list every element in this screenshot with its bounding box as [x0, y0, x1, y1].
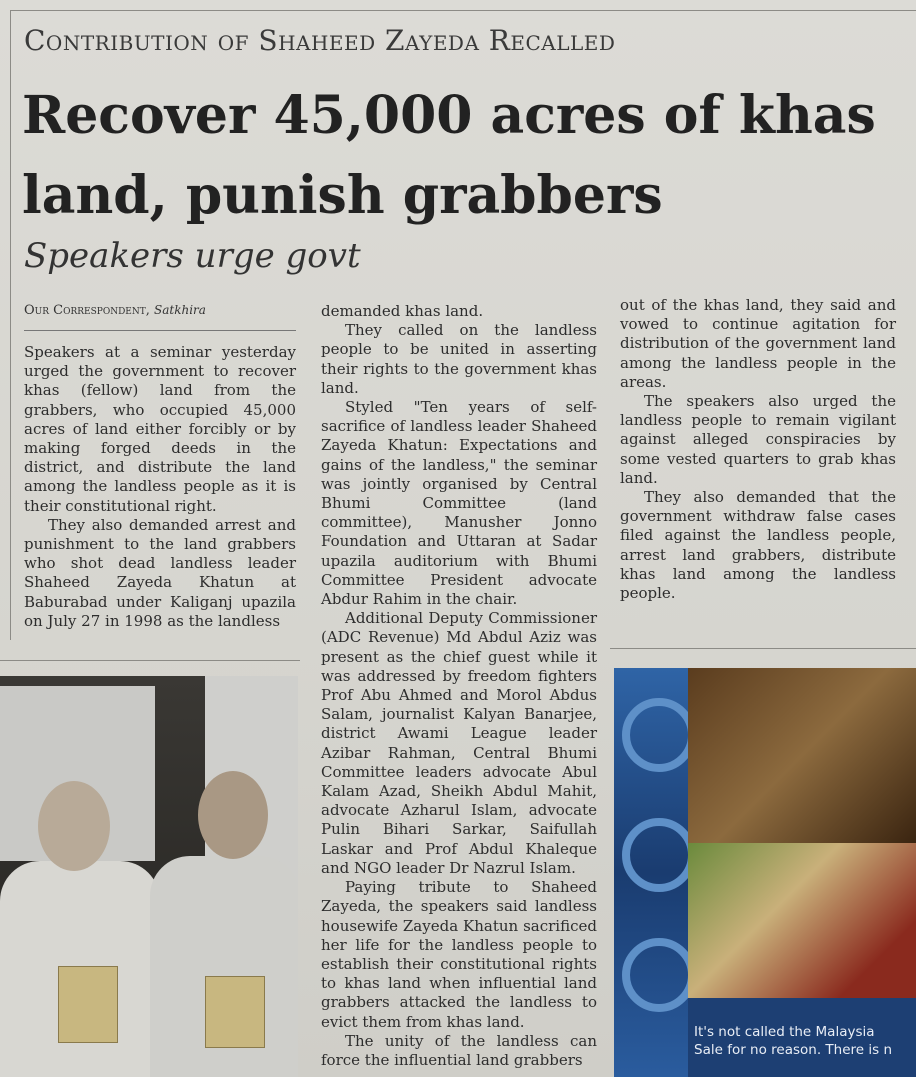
article-column-2: [321, 302, 597, 1070]
byline: [24, 303, 206, 318]
article-headline: Recover 45,000 acres of khas land, punish grabbers: [22, 85, 876, 226]
byline-rule: [24, 330, 296, 331]
paragraph: The unity of the landless can force the influential land grabbers: [321, 1031, 597, 1069]
paragraph: Paying tribute to Shaheed Zayeda, the speakers said landless housewife Zayeda Khatun sacrificed her life for the landless people to establish their constitutional rights to khas land when influential land grabbers attacked the landless to evict them from khas land.: [321, 878, 597, 1031]
byline-author: Our Correspondent,: [24, 303, 150, 318]
section-rule-left: [0, 660, 300, 661]
paragraph: out of the khas land, they said and vowed to continue agitation for distribution of the government land among the landless people in the areas.: [620, 296, 896, 391]
top-rule: [10, 10, 916, 11]
byline-location: Satkhira: [154, 303, 206, 317]
article-column-3: [620, 296, 896, 603]
section-rule-right: [610, 648, 916, 649]
paragraph: They also demanded arrest and punishment to the land grabbers who shot dead landless leader Shaheed Zayeda Khatun at Baburabad under Kaliganj upazila on July 27 in 1998 as the landless: [24, 515, 296, 630]
ad-caption: [694, 1023, 916, 1059]
paragraph: Speakers at a seminar yesterday urged the government to recover khas (fellow) land from the grabbers, who occupied 45,000 acres of land either forcibly or by making forged deeds in the district, and distribute the land among the landless people as it is their constitutional right.: [24, 343, 296, 515]
left-rule: [10, 10, 11, 640]
paragraph: demanded khas land.: [321, 302, 484, 320]
news-photo: [0, 676, 298, 1077]
ad-image-food: [688, 843, 916, 998]
ad-decor: [614, 668, 688, 1077]
paragraph: They called on the landless people to be united in asserting their rights to the government khas land.: [321, 321, 597, 397]
article-column-1: [24, 343, 296, 631]
paragraph: The speakers also urged the landless people to remain vigilant against alleged conspiracies by some vested quarters to grab khas land.: [620, 392, 896, 487]
ad-image-spa: [688, 668, 916, 843]
paragraph: They also demanded that the government withdraw false cases filed against the landless people, arrest land grabbers, distribute khas land among the landless people.: [620, 488, 896, 603]
paragraph: Styled "Ten years of self-sacrifice of landless leader Shaheed Zayeda Khatun: Expectations and gains of the landless," the seminar was jointly organised by Central Bhumi Committee (land committee), Manusher Jonno Foundation and Uttaran at Sadar upazila auditorium with Bhumi Committee President advocate Abdur Rahim in the chair.: [321, 398, 597, 609]
ad-caption-line: It's not called the Malaysia: [694, 1024, 875, 1040]
ad-caption-line: Sale for no reason. There is n: [694, 1042, 893, 1058]
article-kicker: Contribution of Shaheed Zayeda Recalled: [24, 24, 616, 57]
article-subhead: Speakers urge govt: [24, 236, 361, 276]
paragraph: Additional Deputy Commissioner (ADC Revenue) Md Abdul Aziz was present as the chief guest while it was addressed by freedom fighters Prof Abu Ahmed and Morol Abdus Salam, journalist Kalyan Banarjee, district Awami League leader Azibar Rahman, Central Bhumi Committee leaders advocate Abul Kalam Azad, Sheikh Abdul Mahit, advocate Azharul Islam, advocate Pulin Bihari Sarkar, Saifullah Laskar and Prof Abdul Khaleque and NGO leader Dr Nazrul Islam.: [321, 609, 597, 877]
advertisement[interactable]: [614, 668, 916, 1077]
